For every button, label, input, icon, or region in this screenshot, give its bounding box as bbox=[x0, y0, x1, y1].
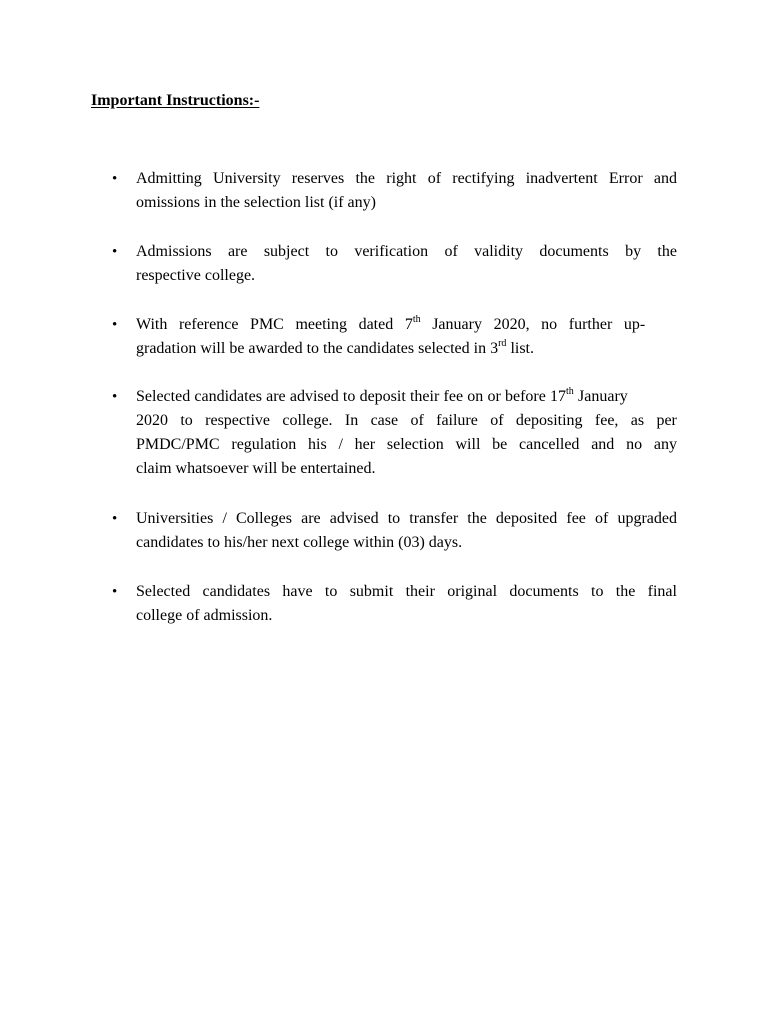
text-line bbox=[136, 240, 677, 264]
word: subject bbox=[263, 243, 310, 260]
word: 2020 bbox=[136, 412, 168, 429]
ordinal-suffix: rd bbox=[498, 338, 507, 349]
word: are bbox=[301, 510, 321, 527]
ordinal-suffix: th bbox=[566, 386, 574, 397]
text-line bbox=[136, 409, 677, 433]
bullet-icon: • bbox=[112, 584, 118, 600]
word: will bbox=[455, 436, 481, 453]
word: to bbox=[180, 412, 193, 429]
text-line: claim whatsoever will be entertained. bbox=[136, 460, 376, 477]
text-segment: gradation will be awarded to the candidates selected in 3 bbox=[136, 340, 499, 357]
text-line: omissions in the selection list (if any) bbox=[136, 194, 376, 211]
word: of bbox=[595, 510, 609, 527]
word: inadvertent bbox=[525, 170, 598, 187]
text-segment: January bbox=[573, 388, 628, 405]
word: respective bbox=[205, 412, 270, 429]
word: selection bbox=[386, 436, 444, 453]
word: validity bbox=[474, 243, 524, 260]
text-segment: January 2020, no further up- bbox=[420, 316, 646, 333]
word: Universities bbox=[136, 510, 214, 527]
word: University bbox=[213, 170, 281, 187]
word: Admissions bbox=[136, 243, 212, 260]
word: their bbox=[405, 583, 435, 600]
word: no bbox=[626, 436, 643, 453]
text-segment: With reference PMC meeting dated 7 bbox=[136, 316, 413, 333]
word: deposited bbox=[495, 510, 558, 527]
word: to bbox=[325, 243, 338, 260]
word: and bbox=[591, 436, 615, 453]
bullet-icon: • bbox=[112, 244, 118, 260]
word: final bbox=[647, 583, 677, 600]
word: as bbox=[630, 412, 645, 429]
instruction-text bbox=[136, 385, 677, 481]
word: / bbox=[222, 510, 227, 527]
word: her bbox=[354, 436, 376, 453]
word: by bbox=[625, 243, 642, 260]
word: verification bbox=[354, 243, 429, 260]
word: documents bbox=[539, 243, 609, 260]
word: are bbox=[227, 243, 248, 260]
word: Colleges bbox=[236, 510, 292, 527]
word: the bbox=[657, 243, 677, 260]
word: be bbox=[492, 436, 508, 453]
text-line bbox=[136, 507, 677, 531]
text-line: respective college. bbox=[136, 267, 256, 284]
word: the bbox=[615, 583, 636, 600]
word: cancelled bbox=[519, 436, 580, 453]
text-segment: Selected candidates are advised to deposit their fee on or before 17 bbox=[136, 388, 567, 405]
word: submit bbox=[349, 583, 394, 600]
word: PMDC/PMC bbox=[136, 436, 220, 453]
word: Error bbox=[608, 170, 643, 187]
word: of bbox=[410, 412, 424, 429]
word: the bbox=[355, 170, 375, 187]
instruction-text bbox=[136, 240, 677, 288]
instruction-text bbox=[136, 507, 677, 555]
word: right bbox=[386, 170, 417, 187]
word: per bbox=[656, 412, 677, 429]
word: depositing bbox=[515, 412, 583, 429]
word: of bbox=[490, 412, 504, 429]
word: the bbox=[467, 510, 487, 527]
bullet-icon: • bbox=[112, 171, 118, 187]
word: case bbox=[370, 412, 399, 429]
word: In bbox=[344, 412, 359, 429]
text-line bbox=[136, 385, 677, 409]
word: candidates bbox=[202, 583, 271, 600]
word: documents bbox=[509, 583, 579, 600]
bullet-icon: • bbox=[112, 389, 118, 405]
word: / bbox=[338, 436, 343, 453]
word: rectifying bbox=[452, 170, 515, 187]
word: regulation bbox=[231, 436, 297, 453]
instruction-text bbox=[136, 313, 677, 361]
word: his bbox=[308, 436, 327, 453]
text-segment: list. bbox=[506, 340, 534, 357]
word: of bbox=[427, 170, 442, 187]
word: to bbox=[387, 510, 401, 527]
word: original bbox=[447, 583, 498, 600]
word: failure bbox=[436, 412, 478, 429]
word: reserves bbox=[291, 170, 345, 187]
word: college. bbox=[282, 412, 333, 429]
word: upgraded bbox=[617, 510, 677, 527]
bullet-icon: • bbox=[112, 317, 118, 333]
word: fee, bbox=[594, 412, 619, 429]
text-line bbox=[136, 433, 677, 457]
word: advised bbox=[329, 510, 379, 527]
word: Selected bbox=[136, 583, 191, 600]
instruction-text bbox=[136, 580, 677, 628]
word: any bbox=[653, 436, 677, 453]
word: to bbox=[591, 583, 604, 600]
text-line: college of admission. bbox=[136, 607, 273, 624]
text-line: candidates to his/her next college within (03) days. bbox=[136, 534, 463, 551]
word: of bbox=[444, 243, 458, 260]
word: and bbox=[653, 170, 677, 187]
text-line bbox=[136, 167, 677, 191]
bullet-icon: • bbox=[112, 511, 118, 527]
ordinal-suffix: th bbox=[412, 314, 421, 325]
word: fee bbox=[566, 510, 586, 527]
word: transfer bbox=[409, 510, 459, 527]
word: Admitting bbox=[136, 170, 202, 187]
text-line bbox=[136, 337, 677, 361]
page-title: Important Instructions:- bbox=[91, 92, 260, 109]
text-line bbox=[136, 580, 677, 604]
instruction-text bbox=[136, 167, 677, 215]
word: to bbox=[324, 583, 338, 600]
word: have bbox=[282, 583, 313, 600]
text-line bbox=[136, 313, 677, 337]
